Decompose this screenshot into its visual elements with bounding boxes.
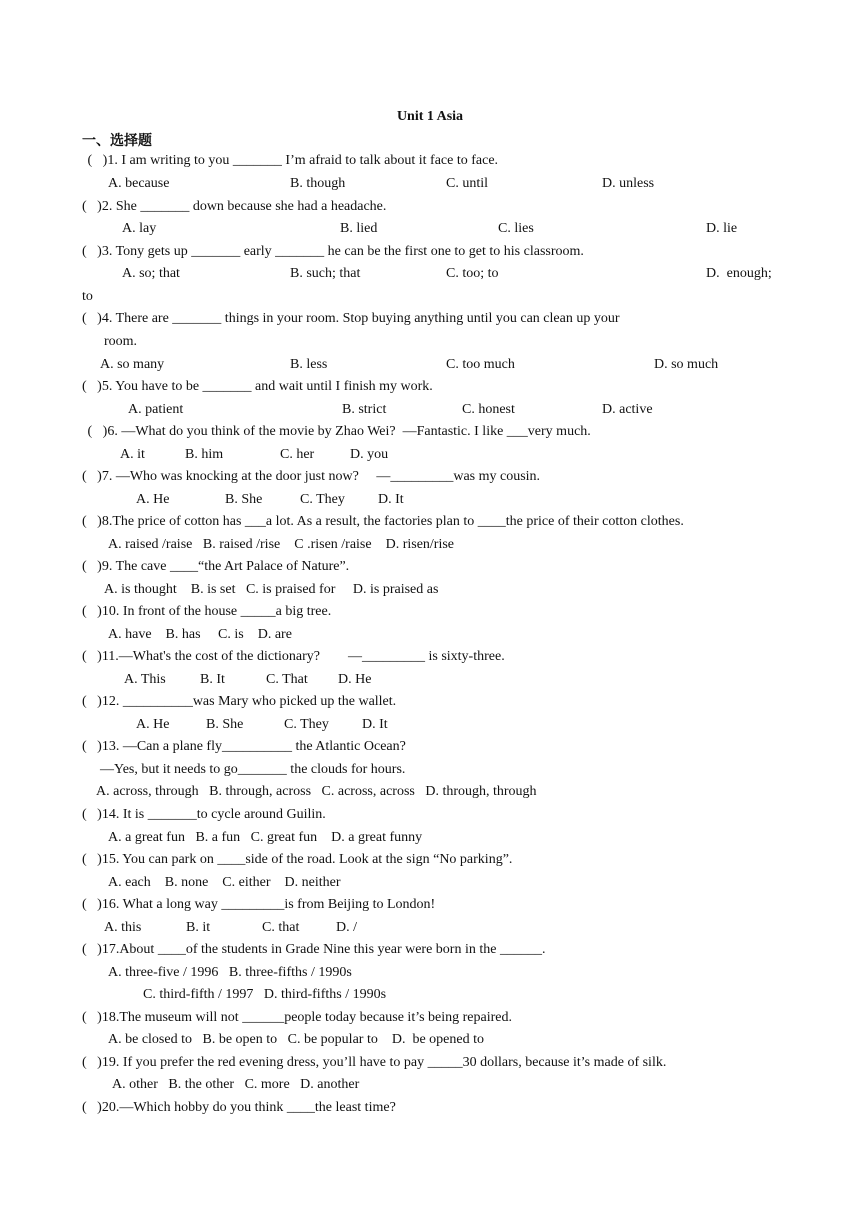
text-line: ( )19. If you prefer the red evening dress, you’ll have to pay _____30 dollars, because it’s made of silk. bbox=[82, 1055, 667, 1070]
text-line: C. that bbox=[262, 920, 300, 935]
text-line: ( )2. She _______ down because she had a headache. bbox=[82, 199, 387, 214]
text-line: ( )18.The museum will not ______people today because it’s being repaired. bbox=[82, 1010, 513, 1025]
text-line: D. unless bbox=[602, 176, 655, 191]
text-line: C. too; to bbox=[446, 266, 499, 281]
text-line: A. patient bbox=[128, 402, 184, 417]
text-line: B. such; that bbox=[290, 266, 361, 281]
text-line: —Yes, but it needs to go_______ the clouds for hours. bbox=[100, 762, 406, 777]
text-line: A. so; that bbox=[122, 266, 180, 281]
text-line: ( )10. In front of the house _____a big tree. bbox=[82, 604, 332, 619]
text-line: D. / bbox=[336, 920, 357, 935]
text-line: A. be closed to B. be open to C. be popular to D. be opened to bbox=[108, 1032, 484, 1047]
text-line: B. lied bbox=[340, 221, 378, 236]
text-line: A. other B. the other C. more D. another bbox=[112, 1077, 360, 1092]
text-line: A. across, through B. through, across C. across, across D. through, through bbox=[96, 784, 537, 799]
text-line: B. It bbox=[200, 672, 225, 687]
text-line: B. though bbox=[290, 176, 346, 191]
text-line: ( )3. Tony gets up _______ early _______ he can be the first one to get to his classroom. bbox=[82, 244, 584, 259]
text-line: C. They bbox=[284, 717, 329, 732]
text-line: ( )7. —Who was knocking at the door just now? —_________was my cousin. bbox=[82, 469, 541, 484]
text-line: C. lies bbox=[498, 221, 534, 236]
text-line: B. less bbox=[290, 357, 328, 372]
text-line: ( )12. __________was Mary who picked up the wallet. bbox=[82, 694, 397, 709]
text-line: A. is thought B. is set C. is praised for D. is praised as bbox=[104, 582, 439, 597]
section-heading: 一、选择题 bbox=[82, 133, 152, 149]
text-line: B. She bbox=[225, 492, 263, 507]
text-line: ( )5. You have to be _______ and wait until I finish my work. bbox=[82, 379, 433, 394]
text-line: ( )13. —Can a plane fly__________ the Atlantic Ocean? bbox=[82, 739, 406, 754]
text-line: ( )20.—Which hobby do you think ____the least time? bbox=[82, 1100, 396, 1115]
text-line: C. That bbox=[266, 672, 308, 687]
text-line: ( )4. There are _______ things in your room. Stop buying anything until you can clean up your bbox=[82, 311, 620, 326]
text-line: D. It bbox=[378, 492, 404, 507]
text-line: D. lie bbox=[706, 221, 738, 236]
text-line: D. It bbox=[362, 717, 388, 732]
text-line: A. three-five / 1996 B. three-fifths / 1990s bbox=[108, 965, 352, 980]
text-line: ( )8.The price of cotton has ___a lot. As a result, the factories plan to ____the price of their cotton clothes. bbox=[82, 514, 684, 529]
page-title: Unit 1 Asia bbox=[396, 109, 464, 124]
text-line: ( )15. You can park on ____side of the road. Look at the sign “No parking”. bbox=[82, 852, 513, 867]
text-line: room. bbox=[104, 334, 138, 349]
text-line: A. He bbox=[136, 492, 170, 507]
text-line: C. honest bbox=[462, 402, 515, 417]
text-line: B. him bbox=[185, 447, 224, 462]
text-line: A. raised /raise B. raised /rise C .risen /raise D. risen/rise bbox=[108, 537, 455, 552]
text-line: B. it bbox=[186, 920, 211, 935]
text-line: A. have B. has C. is D. are bbox=[108, 627, 292, 642]
text-line: ( )14. It is _______to cycle around Guilin. bbox=[82, 807, 326, 822]
text-line: A. He bbox=[136, 717, 170, 732]
text-line: C. too much bbox=[446, 357, 515, 372]
text-line: C. third-fifth / 1997 D. third-fifths / 1990s bbox=[143, 987, 387, 1002]
text-line: D. He bbox=[338, 672, 372, 687]
text-line: D. enough; bbox=[706, 266, 772, 281]
text-line: D. you bbox=[350, 447, 389, 462]
text-line: D. so much bbox=[654, 357, 719, 372]
text-line: A. this bbox=[104, 920, 142, 935]
text-line: ( )16. What a long way _________is from Beijing to London! bbox=[82, 897, 436, 912]
text-line: C. They bbox=[300, 492, 345, 507]
text-line: A. it bbox=[120, 447, 145, 462]
text-line: to bbox=[82, 289, 93, 304]
text-line: D. active bbox=[602, 402, 653, 417]
text-line: ( )17.About ____of the students in Grade Nine this year were born in the ______. bbox=[82, 942, 546, 957]
text-line: ( )6. —What do you think of the movie by Zhao Wei? —Fantastic. I like ___very much. bbox=[84, 424, 591, 439]
text-line: ( )11.—What's the cost of the dictionary? —_________ is sixty-three. bbox=[82, 649, 505, 664]
text-line: C. her bbox=[280, 447, 315, 462]
text-line: A. lay bbox=[122, 221, 157, 236]
text-line: A. so many bbox=[100, 357, 165, 372]
text-line: A. because bbox=[108, 176, 170, 191]
text-line: A. a great fun B. a fun C. great fun D. a great funny bbox=[108, 830, 423, 845]
text-line: A. This bbox=[124, 672, 166, 687]
text-line: B. She bbox=[206, 717, 244, 732]
text-line: C. until bbox=[446, 176, 489, 191]
text-line: ( )9. The cave ____“the Art Palace of Nature”. bbox=[82, 559, 350, 574]
text-line: ( )1. I am writing to you _______ I’m afraid to talk about it face to face. bbox=[84, 153, 499, 168]
text-line: B. strict bbox=[342, 402, 387, 417]
text-line: A. each B. none C. either D. neither bbox=[108, 875, 341, 890]
